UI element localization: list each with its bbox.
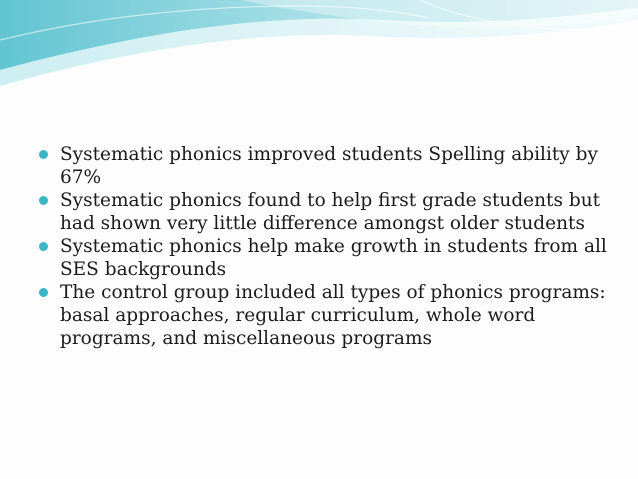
bullet-item: [38, 143, 618, 189]
bullet-item: [38, 235, 618, 281]
bullet-text: Systematic phonics help make growth in students from all SES backgrounds: [60, 236, 607, 280]
bullet-dot-icon: [39, 150, 48, 159]
bullet-dot-icon: [39, 242, 48, 251]
bullet-list: [38, 143, 618, 350]
bullet-dot-icon: [39, 288, 48, 297]
bullet-text: The control group included all types of phonics programs: basal approaches, regular curriculum, whole word programs, and miscellaneous programs: [60, 282, 606, 349]
decorative-wave-header: [0, 0, 638, 110]
bullet-item: [38, 281, 618, 350]
bullet-item: [38, 189, 618, 235]
bullet-text: Systematic phonics found to help first grade students but had shown very little difference amongst older students: [60, 190, 601, 234]
bullet-text: Systematic phonics improved students Spelling ability by 67%: [60, 144, 598, 188]
bullet-dot-icon: [39, 196, 48, 205]
